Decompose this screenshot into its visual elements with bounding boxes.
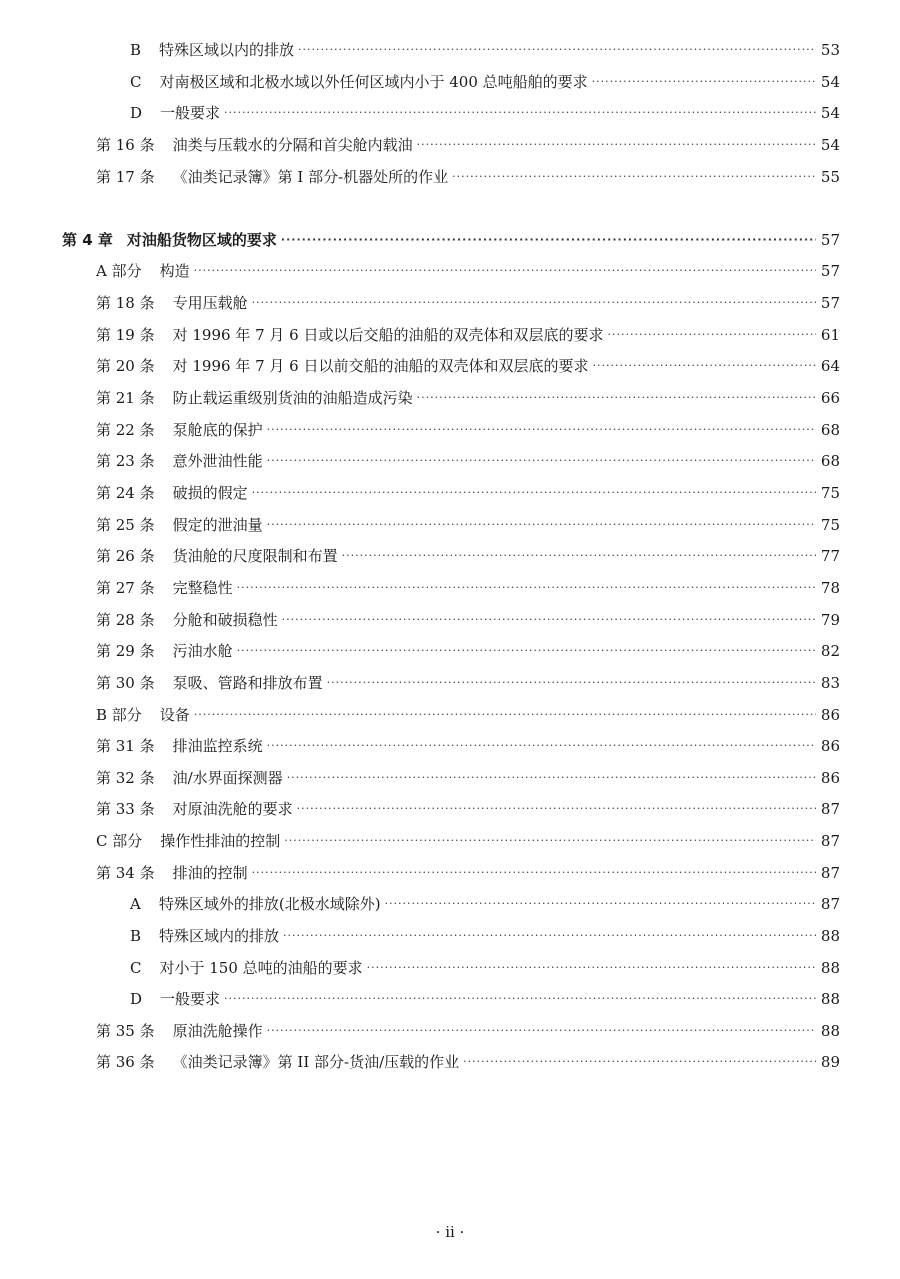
toc-entry[interactable] xyxy=(130,101,840,125)
dot-leader xyxy=(284,829,816,853)
toc-entry[interactable] xyxy=(96,671,840,695)
dot-leader xyxy=(298,38,816,62)
entry-number: 第 23 条 xyxy=(96,452,155,470)
dot-leader xyxy=(297,797,816,821)
entry-page: 53 xyxy=(820,41,840,59)
entry-number: 第 24 条 xyxy=(96,484,155,502)
entry-title: 对 1996 年 7 月 6 日以前交船的油船的双壳体和双层底的要求 xyxy=(172,357,589,375)
dot-leader xyxy=(267,449,816,473)
toc-entry[interactable] xyxy=(96,449,840,473)
entry-page: 77 xyxy=(820,547,840,565)
entry-number: 第 36 条 xyxy=(96,1053,155,1071)
toc-entry[interactable] xyxy=(96,354,840,378)
entry-page: 66 xyxy=(820,389,840,407)
dot-leader xyxy=(283,924,816,948)
entry-page: 54 xyxy=(820,136,840,154)
dot-leader xyxy=(267,513,816,537)
toc-entry[interactable] xyxy=(96,797,840,821)
entry-page: 87 xyxy=(820,864,840,882)
entry-title: 泵吸、管路和排放布置 xyxy=(172,674,323,692)
entry-page: 86 xyxy=(820,769,840,787)
toc-entry[interactable] xyxy=(96,766,840,790)
dot-leader xyxy=(342,544,816,568)
entry-number: 第 21 条 xyxy=(96,389,155,407)
dot-leader xyxy=(287,766,816,790)
dot-leader xyxy=(252,291,816,315)
toc-entry[interactable] xyxy=(96,133,840,157)
entry-page: 64 xyxy=(820,357,840,375)
toc-entry[interactable] xyxy=(96,608,840,632)
entry-title: 对原油洗舱的要求 xyxy=(172,800,293,818)
toc-entry[interactable] xyxy=(96,323,840,347)
dot-leader xyxy=(282,608,816,632)
entry-number: 第 22 条 xyxy=(96,421,155,439)
entry-number: 第 25 条 xyxy=(96,516,155,534)
entry-number: D xyxy=(130,104,143,122)
dot-leader xyxy=(252,481,816,505)
entry-page: 57 xyxy=(820,231,840,249)
entry-title: 《油类记录簿》第 I 部分-机器处所的作业 xyxy=(172,168,449,186)
toc-entry[interactable] xyxy=(96,576,840,600)
entry-page: 61 xyxy=(820,326,840,344)
dot-leader xyxy=(452,165,816,189)
entry-page: 87 xyxy=(820,895,840,913)
toc-entry[interactable] xyxy=(96,861,840,885)
entry-page: 75 xyxy=(820,484,840,502)
entry-page: 87 xyxy=(820,832,840,850)
entry-number: 第 29 条 xyxy=(96,642,155,660)
dot-leader xyxy=(417,386,816,410)
toc-entry[interactable] xyxy=(130,924,840,948)
dot-leader xyxy=(224,987,816,1011)
dot-leader xyxy=(237,639,816,663)
entry-page: 55 xyxy=(820,168,840,186)
toc-entry[interactable] xyxy=(96,544,840,568)
toc-entry[interactable] xyxy=(96,386,840,410)
entry-number: 第 20 条 xyxy=(96,357,155,375)
entry-number: D xyxy=(130,990,143,1008)
dot-leader xyxy=(367,956,816,980)
entry-number: C xyxy=(130,73,142,91)
entry-number: 第 32 条 xyxy=(96,769,155,787)
dot-leader xyxy=(252,861,816,885)
entry-page: 86 xyxy=(820,737,840,755)
entry-page: 54 xyxy=(820,73,840,91)
toc-entry[interactable] xyxy=(130,70,840,94)
dot-leader xyxy=(194,259,816,283)
toc-entry[interactable] xyxy=(96,734,840,758)
toc-entry[interactable] xyxy=(130,956,840,980)
dot-leader xyxy=(385,892,816,916)
toc-entry[interactable] xyxy=(130,892,840,916)
entry-number: 第 16 条 xyxy=(96,136,155,154)
entry-number: B 部分 xyxy=(96,706,142,724)
entry-title: 构造 xyxy=(159,262,190,280)
entry-title: 原油洗舱操作 xyxy=(172,1022,263,1040)
toc-entry[interactable] xyxy=(96,829,840,853)
entry-page: 88 xyxy=(820,990,840,1008)
entry-number: C 部分 xyxy=(96,832,143,850)
entry-title: 一般要求 xyxy=(160,104,221,122)
toc-entry[interactable] xyxy=(96,1050,840,1074)
toc-entry[interactable] xyxy=(130,987,840,1011)
entry-title: 特殊区域外的排放(北极水域除外) xyxy=(158,895,381,913)
entry-number: A 部分 xyxy=(96,262,142,280)
dot-leader xyxy=(224,101,816,125)
dot-leader xyxy=(281,228,816,252)
entry-number: A xyxy=(130,895,141,913)
entry-title: 泵舱底的保护 xyxy=(172,421,263,439)
dot-leader xyxy=(593,354,817,378)
entry-title: 货油舱的尺度限制和布置 xyxy=(172,547,338,565)
entry-title: 操作性排油的控制 xyxy=(160,832,281,850)
entry-title: 排油监控系统 xyxy=(172,737,263,755)
entry-title: 防止载运重级别货油的油船造成污染 xyxy=(172,389,413,407)
entry-page: 68 xyxy=(820,421,840,439)
entry-number: B xyxy=(130,41,142,59)
entry-title: 特殊区域内的排放 xyxy=(159,927,280,945)
entry-page: 89 xyxy=(820,1053,840,1071)
chapter-number: 第 4 章 xyxy=(62,231,113,249)
dot-leader xyxy=(608,323,817,347)
entry-number: 第 34 条 xyxy=(96,864,155,882)
dot-leader xyxy=(267,418,816,442)
entry-title: 专用压载舱 xyxy=(172,294,248,312)
dot-leader xyxy=(237,576,816,600)
entry-title: 《油类记录簿》第 II 部分-货油/压载的作业 xyxy=(172,1053,460,1071)
entry-title: 分舱和破损稳性 xyxy=(172,611,278,629)
toc-chapter-entry[interactable] xyxy=(62,228,840,252)
entry-title: 排油的控制 xyxy=(172,864,248,882)
toc-entry[interactable] xyxy=(96,418,840,442)
entry-page: 78 xyxy=(820,579,840,597)
entry-title: 油类与压载水的分隔和首尖舱内载油 xyxy=(172,136,413,154)
entry-page: 88 xyxy=(820,927,840,945)
entry-number: 第 19 条 xyxy=(96,326,155,344)
entry-page: 57 xyxy=(820,262,840,280)
entry-title: 污油水舱 xyxy=(172,642,233,660)
entry-title: 意外泄油性能 xyxy=(172,452,263,470)
dot-leader xyxy=(194,703,816,727)
entry-title: 设备 xyxy=(159,706,190,724)
entry-number: 第 28 条 xyxy=(96,611,155,629)
entry-page: 68 xyxy=(820,452,840,470)
entry-title: 对 1996 年 7 月 6 日或以后交船的油船的双壳体和双层底的要求 xyxy=(172,326,604,344)
toc-entry[interactable] xyxy=(96,703,840,727)
toc-entry[interactable] xyxy=(96,165,840,189)
entry-page: 79 xyxy=(820,611,840,629)
toc-entry[interactable] xyxy=(96,1019,840,1043)
entry-title: 对小于 150 总吨的油船的要求 xyxy=(159,959,363,977)
dot-leader xyxy=(267,734,816,758)
toc-entry[interactable] xyxy=(96,481,840,505)
entry-page: 88 xyxy=(820,959,840,977)
entry-page: 54 xyxy=(820,104,840,122)
entry-title: 假定的泄油量 xyxy=(172,516,263,534)
entry-number: 第 35 条 xyxy=(96,1022,155,1040)
entry-number: 第 26 条 xyxy=(96,547,155,565)
entry-page: 86 xyxy=(820,706,840,724)
toc-entry[interactable] xyxy=(96,259,840,283)
entry-number: 第 30 条 xyxy=(96,674,155,692)
entry-title: 油/水界面探测器 xyxy=(172,769,283,787)
entry-page: 87 xyxy=(820,800,840,818)
entry-page: 82 xyxy=(820,642,840,660)
dot-leader xyxy=(267,1019,816,1043)
entry-number: C xyxy=(130,959,142,977)
entry-page: 57 xyxy=(820,294,840,312)
entry-number: 第 27 条 xyxy=(96,579,155,597)
entry-number: 第 31 条 xyxy=(96,737,155,755)
entry-title: 破损的假定 xyxy=(172,484,248,502)
dot-leader xyxy=(327,671,816,695)
toc-entry[interactable] xyxy=(96,291,840,315)
dot-leader xyxy=(592,70,816,94)
entry-page: 83 xyxy=(820,674,840,692)
entry-page: 75 xyxy=(820,516,840,534)
toc-entry[interactable] xyxy=(96,513,840,537)
entry-title: 特殊区域以内的排放 xyxy=(159,41,295,59)
entry-title: 对南极区域和北极水域以外任何区域内小于 400 总吨船舶的要求 xyxy=(159,73,588,91)
toc-entry[interactable] xyxy=(130,38,840,62)
entry-page: 88 xyxy=(820,1022,840,1040)
chapter-title: 对油船货物区域的要求 xyxy=(126,231,277,249)
entry-title: 完整稳性 xyxy=(172,579,233,597)
page-number: · ii · xyxy=(435,1223,465,1241)
toc-entry[interactable] xyxy=(96,639,840,663)
entry-number: 第 33 条 xyxy=(96,800,155,818)
entry-number: 第 18 条 xyxy=(96,294,155,312)
dot-leader xyxy=(417,133,816,157)
dot-leader xyxy=(463,1050,816,1074)
entry-number: 第 17 条 xyxy=(96,168,155,186)
entry-number: B xyxy=(130,927,142,945)
entry-title: 一般要求 xyxy=(160,990,221,1008)
